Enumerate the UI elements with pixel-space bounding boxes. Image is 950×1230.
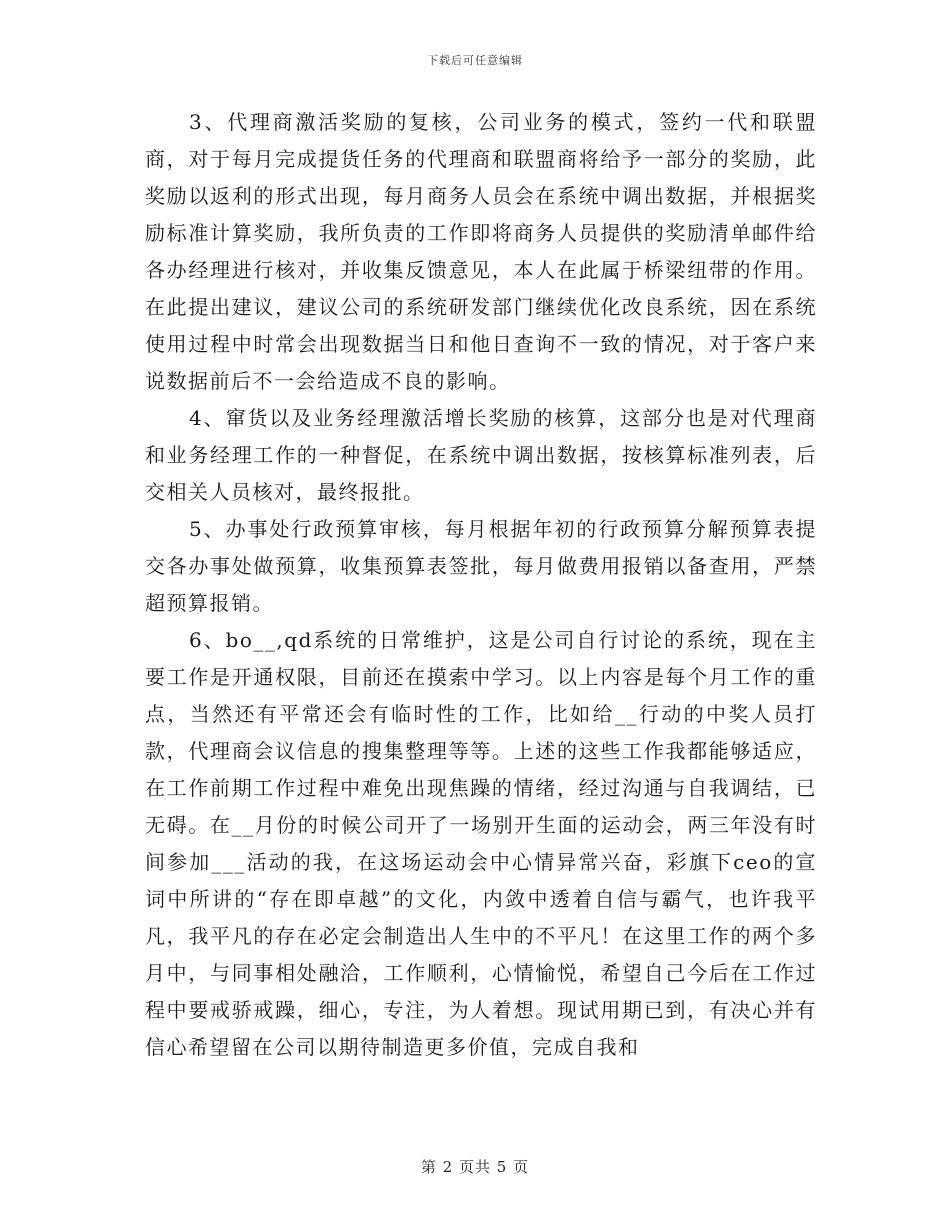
document-body [145, 104, 817, 1066]
paragraph-6: 6、bo__,qd系统的日常维护，这是公司自行讨论的系统，现在主要工作是开通权限，目前还在摸索中学习。以上内容是每个月工作的重点，当然还有平常还会有临时性的工作，比如给__行动的中奖人员打款，代理商会议信息的搜集整理等等。上述的这些工作我都能够适应，在工作前期工作过程中难免出现焦躁的情绪，经过沟通与自我调结，已无碍。在__月份的时候公司开了一场别开生面的运动会，两三年没有时间参加___活动的我，在这场运动会中心情异常兴奋，彩旗下ceo的宣词中所讲的“存在即卓越”的文化，内敛中透着自信与霸气，也许我平凡，我平凡的存在必定会制造出人生中的不平凡！在这里工作的两个多月中，与同事相处融洽，工作顺利，心情愉悦，希望自己今后在工作过程中要戒骄戒躁，细心，专注，为人着想。现试用期已到，有决心并有信心希望留在公司以期待制造更多价值，完成自我和 [145, 628, 817, 1059]
paragraph-5: 5、办事处行政预算审核，每月根据年初的行政预算分解预算表提交各办事处做预算，收集预算表签批，每月做费用报销以备查用，严禁超预算报销。 [145, 517, 817, 615]
page-header: 下载后可任意编辑 [427, 54, 523, 67]
paragraph-3: 3、代理商激活奖励的复核，公司业务的模式，签约一代和联盟商，对于每月完成提货任务的代理商和联盟商将给予一部分的奖励，此奖励以返利的形式出现，每月商务人员会在系统中调出数据，并根据奖励标准计算奖励，我所负责的工作即将商务人员提供的奖励清单邮件给各办经理进行核对，并收集反馈意见，本人在此属于桥梁纽带的作用。在此提出建议，建议公司的系统研发部门继续优化改良系统，因在系统使用过程中时常会出现数据当日和他日查询不一致的情况，对于客户来说数据前后不一会给造成不良的影响。 [145, 110, 817, 393]
paragraph-4: 4、窜货以及业务经理激活增长奖励的核算，这部分也是对代理商和业务经理工作的一种督促，在系统中调出数据，按核算标准列表，后交相关人员核对，最终报批。 [145, 406, 817, 504]
page-number: 第 2 页共 5 页 [420, 1158, 530, 1176]
